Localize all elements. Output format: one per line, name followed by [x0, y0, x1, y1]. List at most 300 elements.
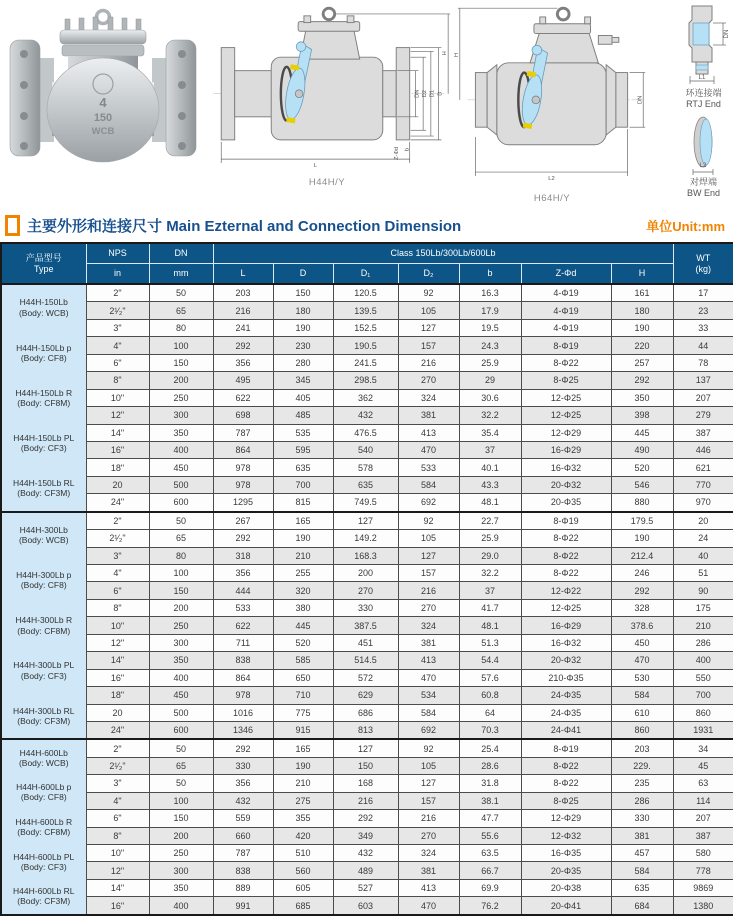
table-cell: 8-Φ22: [521, 530, 611, 547]
table-cell: 76.2: [459, 897, 521, 915]
table-cell: 279: [673, 407, 733, 424]
dimension-table: [0, 242, 733, 916]
table-cell: 168.3: [333, 547, 398, 564]
table-cell: 605: [273, 879, 333, 896]
header-dn: DN: [149, 243, 213, 264]
table-cell: 200: [149, 827, 213, 844]
table-cell: 267: [213, 512, 273, 530]
table-cell: 345: [273, 372, 333, 389]
table-cell: 8-Φ22: [521, 775, 611, 792]
table-cell: 350: [611, 389, 673, 406]
table-row: [1, 512, 733, 530]
table-cell: 10": [86, 389, 149, 406]
table-cell: 444: [213, 582, 273, 599]
table-cell: 18": [86, 459, 149, 476]
table-cell: 24": [86, 494, 149, 512]
type-cell: [1, 512, 86, 740]
table-row: [1, 565, 733, 582]
table-cell: 157: [398, 565, 459, 582]
header-wt-unit: (kg): [674, 264, 733, 274]
header-col-d: D: [273, 264, 333, 285]
table-cell: 778: [673, 862, 733, 879]
table-row: [1, 757, 733, 774]
table-cell: 40.1: [459, 459, 521, 476]
table-cell: 280: [273, 354, 333, 371]
table-cell: 864: [213, 669, 273, 686]
table-cell: 216: [398, 354, 459, 371]
dim-dn: DN: [637, 96, 643, 104]
table-cell: 635: [273, 459, 333, 476]
table-row: [1, 337, 733, 354]
table-cell: 500: [149, 476, 213, 493]
table-cell: 270: [398, 372, 459, 389]
header-wt-label: WT: [674, 253, 733, 263]
table-cell: 550: [673, 669, 733, 686]
table-cell: 350: [149, 652, 213, 669]
eyebolt-shape: [557, 8, 569, 20]
table-cell: 105: [398, 757, 459, 774]
table-cell: 270: [398, 599, 459, 616]
table-cell: 100: [149, 565, 213, 582]
table-row: [1, 599, 733, 616]
table-cell: 603: [333, 897, 398, 915]
table-cell: 629: [333, 687, 398, 704]
dim-h: H: [442, 51, 448, 55]
table-cell: 200: [333, 565, 398, 582]
table-cell: 10": [86, 845, 149, 862]
table-cell: 80: [149, 319, 213, 336]
drawing-h64h: [452, 2, 652, 204]
table-cell: 25.4: [459, 739, 521, 757]
valve-photo: [4, 6, 202, 190]
page-title-en: Main Ezternal and Connection Dimension: [166, 218, 461, 235]
table-cell: 92: [398, 739, 459, 757]
table-cell: 400: [673, 652, 733, 669]
table-cell: 400: [149, 441, 213, 458]
table-cell: 387: [673, 424, 733, 441]
dimension-lines: [693, 169, 713, 175]
table-cell: 100: [149, 337, 213, 354]
table-cell: 203: [611, 739, 673, 757]
table-cell: 530: [611, 669, 673, 686]
table-cell: 978: [213, 476, 273, 493]
product-type: H44H-600Lb RL (Body: CF3M): [13, 886, 74, 906]
table-cell: 105: [398, 530, 459, 547]
table-cell: 457: [611, 845, 673, 862]
table-cell: 749.5: [333, 494, 398, 512]
orange-square-icon: [5, 215, 20, 236]
table-row: [1, 582, 733, 599]
table-cell: 12-Φ29: [521, 810, 611, 827]
table-cell: 92: [398, 512, 459, 530]
table-cell: 8": [86, 827, 149, 844]
table-cell: 356: [213, 565, 273, 582]
table-cell: 200: [149, 372, 213, 389]
table-cell: 330: [611, 810, 673, 827]
table-cell: 210: [273, 775, 333, 792]
table-row: [1, 634, 733, 651]
table-cell: 1346: [213, 721, 273, 739]
table-cell: 12-Φ25: [521, 599, 611, 616]
rtj-label-en: RTJ End: [674, 99, 733, 110]
page-title: [27, 215, 461, 236]
dim-dn: DN: [724, 30, 730, 39]
table-cell: 559: [213, 810, 273, 827]
table-cell: 34: [673, 739, 733, 757]
section-title-bar: [0, 206, 733, 242]
table-cell: 318: [213, 547, 273, 564]
table-cell: 216: [398, 810, 459, 827]
table-cell: 534: [398, 687, 459, 704]
table-cell: 446: [673, 441, 733, 458]
table-cell: 29: [459, 372, 521, 389]
table-cell: 150: [333, 757, 398, 774]
table-cell: 686: [333, 704, 398, 721]
table-cell: 8-Φ19: [521, 739, 611, 757]
table-cell: 250: [149, 617, 213, 634]
table-cell: 20: [86, 704, 149, 721]
table-cell: 38.1: [459, 792, 521, 809]
dim-d1: D1: [430, 90, 436, 97]
table-cell: 50: [149, 739, 213, 757]
table-row: [1, 302, 733, 319]
table-cell: 324: [398, 845, 459, 862]
drawing-h64h-caption: H64H/Y: [452, 193, 652, 204]
bw-end-figure: [679, 115, 729, 177]
table-cell: 127: [333, 739, 398, 757]
table-cell: 585: [273, 652, 333, 669]
table-cell: 470: [398, 669, 459, 686]
table-cell: 190.5: [333, 337, 398, 354]
table-cell: 20-Φ35: [521, 862, 611, 879]
table-cell: 600: [149, 494, 213, 512]
table-cell: 50: [149, 775, 213, 792]
table-cell: 229.: [611, 757, 673, 774]
dim-d: D: [437, 92, 443, 96]
table-cell: 432: [213, 792, 273, 809]
header-type-en: Type: [2, 264, 86, 274]
table-cell: 451: [333, 634, 398, 651]
product-images-area: [0, 0, 733, 206]
table-cell: 387.5: [333, 617, 398, 634]
table-cell: 330: [333, 599, 398, 616]
table-cell: 127: [398, 775, 459, 792]
table-cell: 838: [213, 862, 273, 879]
table-row: [1, 372, 733, 389]
table-cell: 12-Φ25: [521, 389, 611, 406]
table-cell: 257: [611, 354, 673, 371]
table-cell: 4-Φ19: [521, 302, 611, 319]
eyebolt-shape: [323, 8, 335, 20]
header-col-d1: D₁: [333, 264, 398, 285]
table-cell: 489: [333, 862, 398, 879]
table-cell: 286: [611, 792, 673, 809]
table-cell: 150: [273, 284, 333, 302]
table-cell: 6": [86, 810, 149, 827]
table-cell: 2": [86, 512, 149, 530]
table-cell: 149.2: [333, 530, 398, 547]
header-col-b: b: [459, 264, 521, 285]
table-row: [1, 459, 733, 476]
table-cell: 546: [611, 476, 673, 493]
table-cell: 324: [398, 617, 459, 634]
table-cell: 16-Φ29: [521, 441, 611, 458]
table-cell: 8-Φ22: [521, 565, 611, 582]
table-row: [1, 845, 733, 862]
table-cell: 485: [273, 407, 333, 424]
product-type: H44H-150Lb RL (Body: CF3M): [13, 478, 74, 498]
table-row: [1, 389, 733, 406]
table-cell: 190: [273, 757, 333, 774]
table-cell: 350: [149, 424, 213, 441]
table-cell: 2": [86, 284, 149, 302]
table-cell: 698: [213, 407, 273, 424]
table-cell: 65: [149, 757, 213, 774]
table-cell: 495: [213, 372, 273, 389]
product-type: H44H-300Lb R (Body: CF8M): [15, 615, 72, 635]
table-cell: 400: [149, 669, 213, 686]
table-cell: 55.6: [459, 827, 521, 844]
table-cell: 43.3: [459, 476, 521, 493]
table-cell: 32.2: [459, 565, 521, 582]
table-cell: 813: [333, 721, 398, 739]
table-cell: 324: [398, 389, 459, 406]
table-cell: 8-Φ22: [521, 547, 611, 564]
table-cell: 20-Φ32: [521, 476, 611, 493]
table-cell: 207: [673, 810, 733, 827]
table-cell: 16-Φ32: [521, 634, 611, 651]
header-nps: NPS: [86, 243, 149, 264]
header-type: [1, 243, 86, 284]
table-cell: 445: [273, 617, 333, 634]
table-cell: 4": [86, 337, 149, 354]
marking-class: 150: [94, 112, 112, 124]
bw-label-en: BW End: [674, 188, 733, 199]
table-cell: 200: [149, 599, 213, 616]
table-cell: 650: [273, 669, 333, 686]
table-row: [1, 721, 733, 739]
table-cell: 150: [149, 354, 213, 371]
table-cell: 25.9: [459, 354, 521, 371]
table-cell: 584: [398, 704, 459, 721]
table-cell: 584: [611, 862, 673, 879]
product-type: H44H-300Lb p (Body: CF8): [16, 570, 71, 590]
table-cell: 165: [273, 739, 333, 757]
table-cell: 381: [398, 862, 459, 879]
table-cell: 255: [273, 565, 333, 582]
table-cell: 127: [333, 512, 398, 530]
table-cell: 622: [213, 617, 273, 634]
table-row: [1, 687, 733, 704]
product-type: H44H-300Lb (Body: WCB): [19, 525, 69, 545]
table-cell: 8-Φ25: [521, 372, 611, 389]
header-col-l: L: [213, 264, 273, 285]
table-cell: 16-Φ32: [521, 459, 611, 476]
table-cell: 20-Φ38: [521, 879, 611, 896]
table-cell: 16": [86, 441, 149, 458]
table-cell: 815: [273, 494, 333, 512]
drawing-h44h: [202, 2, 452, 188]
table-cell: 241.5: [333, 354, 398, 371]
table-cell: 684: [611, 897, 673, 915]
table-cell: 685: [273, 897, 333, 915]
table-cell: 64: [459, 704, 521, 721]
dim-l2: L2: [548, 176, 555, 182]
table-cell: 51.3: [459, 634, 521, 651]
product-type: H44H-150Lb R (Body: CF8M): [15, 388, 72, 408]
table-cell: 520: [273, 634, 333, 651]
header-dn-unit: mm: [149, 264, 213, 285]
table-cell: 3": [86, 547, 149, 564]
table-cell: 51: [673, 565, 733, 582]
table-cell: 250: [149, 845, 213, 862]
table-cell: 3": [86, 775, 149, 792]
table-cell: 50: [149, 512, 213, 530]
table-cell: 235: [611, 775, 673, 792]
table-cell: 349: [333, 827, 398, 844]
table-cell: 292: [611, 372, 673, 389]
table-cell: 210-Φ35: [521, 669, 611, 686]
table-cell: 292: [213, 530, 273, 547]
table-row: [1, 827, 733, 844]
table-row: [1, 652, 733, 669]
table-cell: 381: [611, 827, 673, 844]
dim-d2: D2: [422, 90, 428, 97]
table-cell: 4": [86, 792, 149, 809]
table-cell: 595: [273, 441, 333, 458]
table-cell: 16-Φ29: [521, 617, 611, 634]
drawing-h64h-figure: [452, 2, 652, 188]
table-cell: 286: [673, 634, 733, 651]
header-type-cn: 产品型号: [2, 253, 86, 263]
table-cell: 137: [673, 372, 733, 389]
table-cell: 16.3: [459, 284, 521, 302]
dim-dn: DN: [414, 90, 420, 98]
table-cell: 8": [86, 372, 149, 389]
type-cell: [1, 739, 86, 914]
table-cell: 23: [673, 302, 733, 319]
table-cell: 300: [149, 407, 213, 424]
table-cell: 300: [149, 862, 213, 879]
rtj-label-cn: 环连接端: [674, 88, 733, 99]
table-cell: 292: [611, 582, 673, 599]
table-cell: 14": [86, 879, 149, 896]
table-cell: 57.6: [459, 669, 521, 686]
table-row: [1, 319, 733, 336]
table-cell: 578: [333, 459, 398, 476]
table-cell: 860: [611, 721, 673, 739]
table-cell: 292: [213, 337, 273, 354]
table-cell: 16-Φ35: [521, 845, 611, 862]
product-type: H44H-600Lb p (Body: CF8): [16, 782, 71, 802]
table-cell: 230: [273, 337, 333, 354]
table-row: [1, 739, 733, 757]
table-cell: 4-Φ19: [521, 319, 611, 336]
table-cell: 175: [673, 599, 733, 616]
product-type: H44H-150Lb p (Body: CF8): [16, 343, 71, 363]
table-cell: 180: [611, 302, 673, 319]
table-row: [1, 775, 733, 792]
table-cell: 8-Φ19: [521, 512, 611, 530]
table-cell: 40: [673, 547, 733, 564]
table-cell: 241: [213, 319, 273, 336]
table-cell: 470: [611, 652, 673, 669]
table-cell: 16": [86, 897, 149, 915]
table-cell: 510: [273, 845, 333, 862]
table-cell: 24": [86, 721, 149, 739]
table-cell: 203: [213, 284, 273, 302]
header-wt: [673, 243, 733, 284]
table-cell: 560: [273, 862, 333, 879]
eyebolt-shape: [97, 11, 110, 24]
table-cell: 405: [273, 389, 333, 406]
table-cell: 220: [611, 337, 673, 354]
table-cell: 700: [273, 476, 333, 493]
table-cell: 580: [673, 845, 733, 862]
table-cell: 63: [673, 775, 733, 792]
table-cell: 14": [86, 652, 149, 669]
table-cell: 2¹⁄₂": [86, 530, 149, 547]
table-row: [1, 407, 733, 424]
table-cell: 1016: [213, 704, 273, 721]
table-cell: 660: [213, 827, 273, 844]
table-cell: 378.6: [611, 617, 673, 634]
table-cell: 700: [673, 687, 733, 704]
table-cell: 216: [333, 792, 398, 809]
table-cell: 889: [213, 879, 273, 896]
product-type: H44H-150Lb (Body: WCB): [19, 297, 69, 317]
table-cell: 17.9: [459, 302, 521, 319]
table-cell: 978: [213, 687, 273, 704]
table-cell: 413: [398, 879, 459, 896]
table-cell: 12": [86, 407, 149, 424]
table-cell: 190: [611, 319, 673, 336]
table-cell: 584: [398, 476, 459, 493]
table-cell: 207: [673, 389, 733, 406]
table-row: [1, 530, 733, 547]
end-views: [674, 0, 733, 199]
table-cell: 212.4: [611, 547, 673, 564]
table-cell: 476.5: [333, 424, 398, 441]
table-cell: 398: [611, 407, 673, 424]
table-cell: 298.5: [333, 372, 398, 389]
header-col-zfd: Z-Φd: [521, 264, 611, 285]
table-cell: 400: [149, 897, 213, 915]
table-cell: 8-Φ22: [521, 757, 611, 774]
table-cell: 500: [149, 704, 213, 721]
table-cell: 8-Φ25: [521, 792, 611, 809]
header-class: Class 150Lb/300Lb/600Lb: [213, 243, 673, 264]
table-cell: 105: [398, 302, 459, 319]
table-cell: 622: [213, 389, 273, 406]
table-cell: 621: [673, 459, 733, 476]
table-cell: 9869: [673, 879, 733, 896]
table-row: [1, 284, 733, 302]
table-row: [1, 424, 733, 441]
table-cell: 432: [333, 845, 398, 862]
table-cell: 533: [213, 599, 273, 616]
table-cell: 330: [213, 757, 273, 774]
table-cell: 12-Φ25: [521, 407, 611, 424]
table-row: [1, 547, 733, 564]
product-type: H44H-150Lb PL (Body: CF3): [13, 433, 74, 453]
table-cell: 1295: [213, 494, 273, 512]
table-row: [1, 879, 733, 896]
table-cell: 860: [673, 704, 733, 721]
table-cell: 250: [149, 389, 213, 406]
table-cell: 16": [86, 669, 149, 686]
table-cell: 527: [333, 879, 398, 896]
